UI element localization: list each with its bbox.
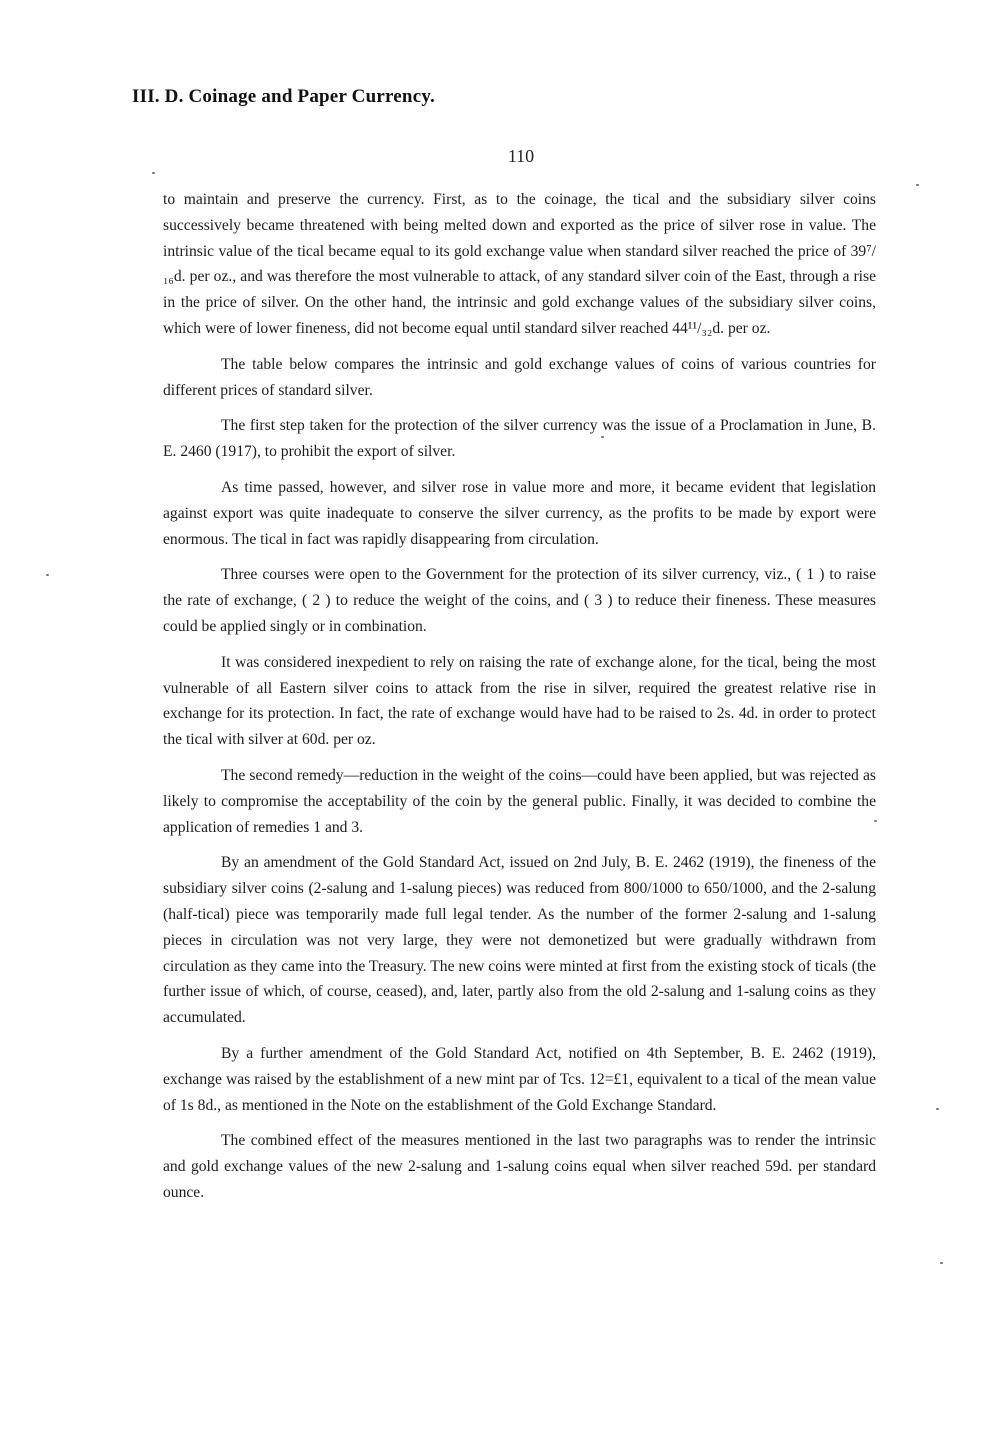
paragraph-three-courses: Three courses were open to the Government for the protection of its silver currency, viz., ( 1 ) to raise the rate of exchange, ( 2 ) to reduce the weight of the coins, and ( 3 ) to reduce their fineness. These measures could be applied singly or in combination. <box>163 566 876 635</box>
scan-speck <box>874 820 877 822</box>
paragraph-amendment-september: By a further amendment of the Gold Standard Act, notified on 4th September, B. E. 2462 (1919), exchange was raised by the establishment of a new mint par of Tcs. 12=£1, equivalent to a tical of the mean value of 1s 8d., as mentioned in the Note on the establishment of the Gold Exchange Standard. <box>163 1044 876 1114</box>
scan-speck <box>46 574 49 576</box>
paragraph-amendment-july: By an amendment of the Gold Standard Act, issued on 2nd July, B. E. 2462 (1919), the fineness of the subsidiary silver coins (2-salung and 1-salung pieces) was reduced from 800/1000 to 650/1000, and the 2-salung (half-tical) piece was temporarily made full legal tender. As the number of the former 2-salung and 1-salung pieces in circulation was not very large, they were not demonetized but were gradually withdrawn from circulation as they came into the Treasury. The new coins were minted at first from the existing stock of ticals (the further issue of which, of course, ceased), and, later, partly also from the old 2-salung and 1-salung coins as they accumulated. <box>163 854 876 1027</box>
scan-speck <box>916 184 919 186</box>
paragraph-second-remedy: The second remedy—reduction in the weight of the coins—could have been applied, but was rejected as likely to compromise the acceptability of the coin by the general public. Finally, it was decided to combine the application of remedies 1 and 3. <box>163 766 876 836</box>
scan-speck <box>601 436 604 438</box>
paragraph-first-step: The first step taken for the protection of the silver currency was the issue of a Proclamation in June, B. E. 2460 (1917), to prohibit the export of silver. <box>163 417 876 461</box>
scan-speck <box>940 1262 943 1264</box>
paragraph-time-passed: As time passed, however, and silver rose in value more and more, it became evident that legislation against export was quite inadequate to conserve the silver currency, as the profits to be made by export were enormous. The tical in fact was rapidly disappearing from circulation. <box>163 478 876 548</box>
body-text <box>163 187 876 1216</box>
paragraph-comparison-table: The table below compares the intrinsic and gold exchange values of coins of various countries for different prices of standard silver. <box>163 355 876 399</box>
page-number: 110 <box>507 146 535 166</box>
paragraph-combined-effect: The combined effect of the measures mentioned in the last two paragraphs was to render the intrinsic and gold exchange values of the new 2-salung and 1-salung coins equal when silver reached 59d. per standard ounce. <box>163 1132 876 1201</box>
scan-speck <box>152 172 155 174</box>
section-heading: III. D. Coinage and Paper Currency. <box>132 86 435 107</box>
paragraph-inexpedient: It was considered inexpedient to rely on raising the rate of exchange alone, for the tical, being the most vulnerable of all Eastern silver coins to attack from the rise in silver, required the greatest relative rise in exchange for its protection. In fact, the rate of exchange would have had to be raised to 2s. 4d. in order to protect the tical with silver at 60d. per oz. <box>163 653 876 749</box>
scan-speck <box>936 1108 939 1110</box>
paragraph-continuation: to maintain and preserve the currency. First, as to the coinage, the tical and the subsidiary silver coins successively became threatened with being melted down and exported as the price of silver rose in value. The intrinsic value of the tical became equal to its gold exchange value when standard silver reached the price of 39⁷/₁₆d. per oz., and was therefore the most vulnerable to attack, of any standard silver coin of the East, through a rise in the price of silver. On the other hand, the intrinsic and gold exchange values of the subsidiary silver coins, which were of lower fineness, did not become equal until standard silver reached 44¹¹/₃₂d. per oz. <box>163 191 876 337</box>
